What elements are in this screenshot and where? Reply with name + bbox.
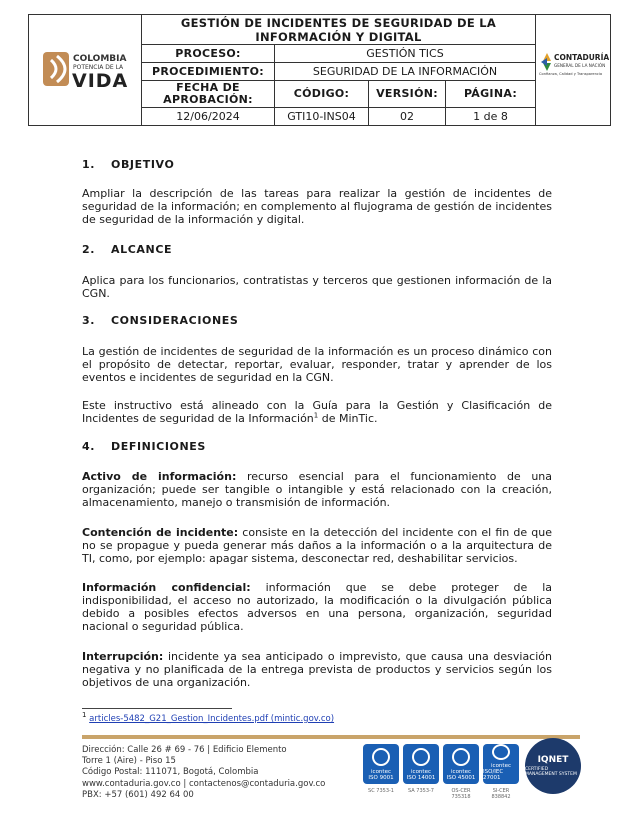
section-number: 4.	[82, 440, 96, 453]
section-number: 2.	[82, 243, 96, 256]
logo-right-line1: CONTADURÍA	[554, 53, 610, 62]
icontec-iso45001-badge	[443, 744, 479, 784]
definition-text: información que se debe proteger de la indisponibilidad, el acceso no autorizado, la modificación o la divulgación pública debido a posibles efectos adversos en una persona, organización, seguridad nacional o seguridad pública.	[82, 581, 552, 633]
footnote-link[interactable]: articles-5482_G21_Gestion_Incidentes.pdf (mintic.gov.co)	[89, 714, 335, 724]
version-label: VERSIÓN:	[369, 81, 446, 107]
phone-number: PBX: +57 (601) 492 64 00	[82, 789, 194, 800]
version-value: 02	[369, 108, 446, 125]
footer-address	[82, 745, 325, 801]
codigo-label: CÓDIGO:	[275, 81, 369, 107]
section-consideraciones	[82, 314, 238, 327]
colombia-logo	[29, 15, 142, 125]
footnote-ref[interactable]: 1	[313, 411, 319, 420]
logo-left-line3: VIDA	[72, 70, 129, 92]
cert-standard: ISO/IEC 27001	[483, 769, 504, 781]
footnote-number: 1	[82, 711, 87, 720]
definition-interrupcion	[82, 650, 552, 689]
section-number: 1.	[82, 158, 96, 171]
icontec-icon	[492, 744, 510, 760]
contaduria-logo	[535, 15, 610, 125]
footnote-divider	[82, 708, 232, 709]
logo-right-line2: GENERAL DE LA NACIÓN	[554, 63, 606, 68]
icontec-icon	[372, 748, 390, 766]
header-table	[142, 15, 535, 125]
cert-standard: ISO 14001	[406, 775, 436, 781]
icontec-iso27001-badge	[483, 744, 519, 784]
definition-text: consiste en la detección del incidente con el fin de que no se propague y pueda generar más daños a la información o a la arquitectura de TI, como, por ejemplo: apagar sistema, desconectar red, deshabilitar servicios.	[82, 526, 552, 565]
section-title: DEFINICIONES	[111, 440, 206, 453]
consideraciones-text-2b: de MinTic.	[318, 412, 378, 425]
logo-left-line1: COLOMBIA	[73, 54, 127, 64]
cert-label: icontec	[451, 769, 471, 775]
iqnet-badge	[525, 738, 581, 794]
fecha-label: FECHA DE APROBACIÓN:	[142, 81, 275, 107]
section-title: CONSIDERACIONES	[111, 314, 239, 327]
icontec-icon	[412, 748, 430, 766]
alcance-text: Aplica para los funcionarios, contratistas y terceros que gestionen información de la CGN.	[82, 274, 552, 300]
pagina-value: 1 de 8	[473, 109, 508, 123]
document-title: GESTIÓN DE INCIDENTES DE SEGURIDAD DE LA INFORMACIÓN Y DIGITAL	[180, 15, 497, 44]
icontec-icon	[452, 748, 470, 766]
contaduria-emblem-icon	[536, 15, 611, 125]
icontec-iso9001-badge	[363, 744, 399, 784]
definition-text: recurso esencial para el funcionamiento de una organización; puede ser tangible o intangible y está relacionado con la creación, almacenamiento, manejo o transmisión de información.	[82, 470, 552, 509]
section-title: OBJETIVO	[111, 158, 175, 171]
definition-term: Contención de incidente:	[82, 526, 239, 539]
footnote	[82, 711, 335, 724]
postal-code: Código Postal: 111071, Bogotá, Colombia	[82, 767, 259, 778]
proceso-label: PROCESO:	[142, 45, 275, 62]
definition-term: Interrupción:	[82, 650, 164, 663]
definition-text: incidente ya sea anticipado o imprevisto, que causa una desviación negativa y no planificada de la entrega prevista de productos y servicios según los objetivos de una organización.	[82, 650, 552, 689]
footer-divider	[82, 735, 580, 739]
definition-contencion	[82, 526, 552, 565]
definition-term: Activo de información:	[82, 470, 237, 483]
cert-label: icontec	[371, 769, 391, 775]
section-alcance	[82, 243, 172, 256]
cert-caption: SA 7353-7	[408, 788, 434, 794]
contact-links[interactable]: www.contaduria.gov.co | contactenos@contaduria.gov.co	[82, 778, 326, 789]
section-title: ALCANCE	[111, 243, 173, 256]
objetivo-text: Ampliar la descripción de las tareas para realizar la gestión de incidentes de seguridad de la información; en complemento al flujograma de gestión de incidentes de seguridad de la información y digital.	[82, 187, 552, 226]
definition-confidencial	[82, 581, 552, 633]
address-line: Torre 1 (Aire) - Piso 15	[82, 756, 176, 767]
icontec-iso14001-badge	[403, 744, 439, 784]
iqnet-label: IQNET	[537, 755, 569, 765]
cert-label: icontec	[411, 769, 431, 775]
section-definiciones	[82, 440, 206, 453]
cert-label: icontec	[491, 763, 511, 769]
fecha-value: 12/06/2024	[142, 108, 275, 125]
address-line: Dirección: Calle 26 # 69 - 76 | Edificio Elemento	[82, 745, 287, 755]
section-number: 3.	[82, 314, 96, 327]
cert-caption: SI-CER 838842	[491, 788, 511, 800]
logo-right-line3: Confianza, Calidad y Transparencia	[539, 72, 603, 76]
section-objetivo	[82, 158, 174, 171]
consideraciones-text-2a: Este instructivo está alineado con la Guía para la Gestión y Clasificación de Incidentes de seguridad de la Información	[82, 399, 552, 425]
logo-left-line2: POTENCIA DE LA	[73, 64, 124, 71]
proceso-value: GESTIÓN TICS	[366, 46, 444, 60]
cert-caption: SC 7353-1	[368, 788, 394, 794]
cert-caption: OS-CER 735318	[451, 788, 471, 800]
pagina-label: PÁGINA:	[463, 87, 518, 100]
definition-term: Información confidencial:	[82, 581, 251, 594]
codigo-value: GTI10-INS04	[275, 108, 369, 125]
cert-standard: ISO 45001	[446, 775, 476, 781]
cert-standard: ISO 9001	[368, 775, 394, 781]
consideraciones-text-2	[82, 399, 552, 425]
document-header	[28, 14, 611, 126]
consideraciones-text-1: La gestión de incidentes de seguridad de la información es un proceso dinámico con el propósito de detectar, reportar, evaluar, responder, tratar y aprender de los eventos e incidentes de seguridad en la CGN.	[82, 345, 552, 384]
definition-activo	[82, 470, 552, 509]
iqnet-sub: CERTIFIED MANAGEMENT SYSTEM	[525, 767, 577, 777]
procedimiento-value: SEGURIDAD DE LA INFORMACIÓN	[312, 64, 498, 78]
procedimiento-label: PROCEDIMIENTO:	[142, 63, 275, 80]
